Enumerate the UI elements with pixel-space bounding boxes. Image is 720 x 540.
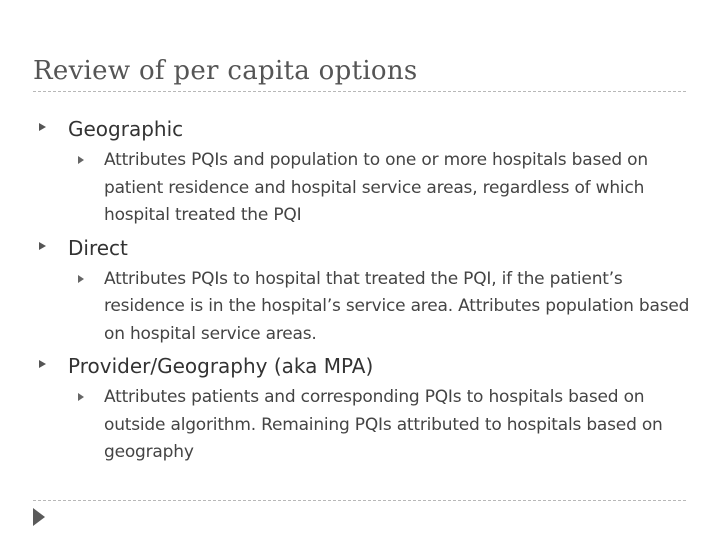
bullet-item-provider-geography xyxy=(36,351,696,381)
sub-bullet-text: Attributes PQIs to hospital that treated the PQI, if the patient’s residence is in the hospital’s service area. Attributes population based on hospital service areas. xyxy=(104,268,690,344)
title-divider xyxy=(33,91,686,92)
bullet-label: Direct xyxy=(68,235,128,260)
sub-bullet-text: Attributes PQIs and population to one or more hospitals based on patient residence and hospital service areas, regardless of which hospital treated the PQI xyxy=(104,150,648,225)
triangle-bullet-icon xyxy=(78,156,84,164)
bullet-list xyxy=(36,114,696,470)
sub-bullet-item xyxy=(36,266,696,349)
triangle-nav-arrow-icon[interactable] xyxy=(33,508,45,526)
bullet-item-direct xyxy=(36,233,696,263)
sub-bullet-item xyxy=(36,147,696,230)
triangle-bullet-icon xyxy=(78,275,84,283)
bullet-label: Geographic xyxy=(68,117,184,141)
footer-divider xyxy=(33,500,686,501)
triangle-bullet-icon xyxy=(39,123,46,131)
triangle-bullet-icon xyxy=(39,360,46,368)
triangle-bullet-icon xyxy=(78,393,84,401)
bullet-label: Provider/Geography (aka MPA) xyxy=(68,354,374,378)
sub-bullet-text: Attributes patients and corresponding PQIs to hospitals based on outside algorithm. Remaining PQIs attributed to hospitals based on geography xyxy=(104,387,663,462)
slide-title: Review of per capita options xyxy=(33,56,418,86)
bullet-item-geographic xyxy=(36,114,696,144)
triangle-bullet-icon xyxy=(39,242,46,250)
sub-bullet-item xyxy=(36,384,696,467)
